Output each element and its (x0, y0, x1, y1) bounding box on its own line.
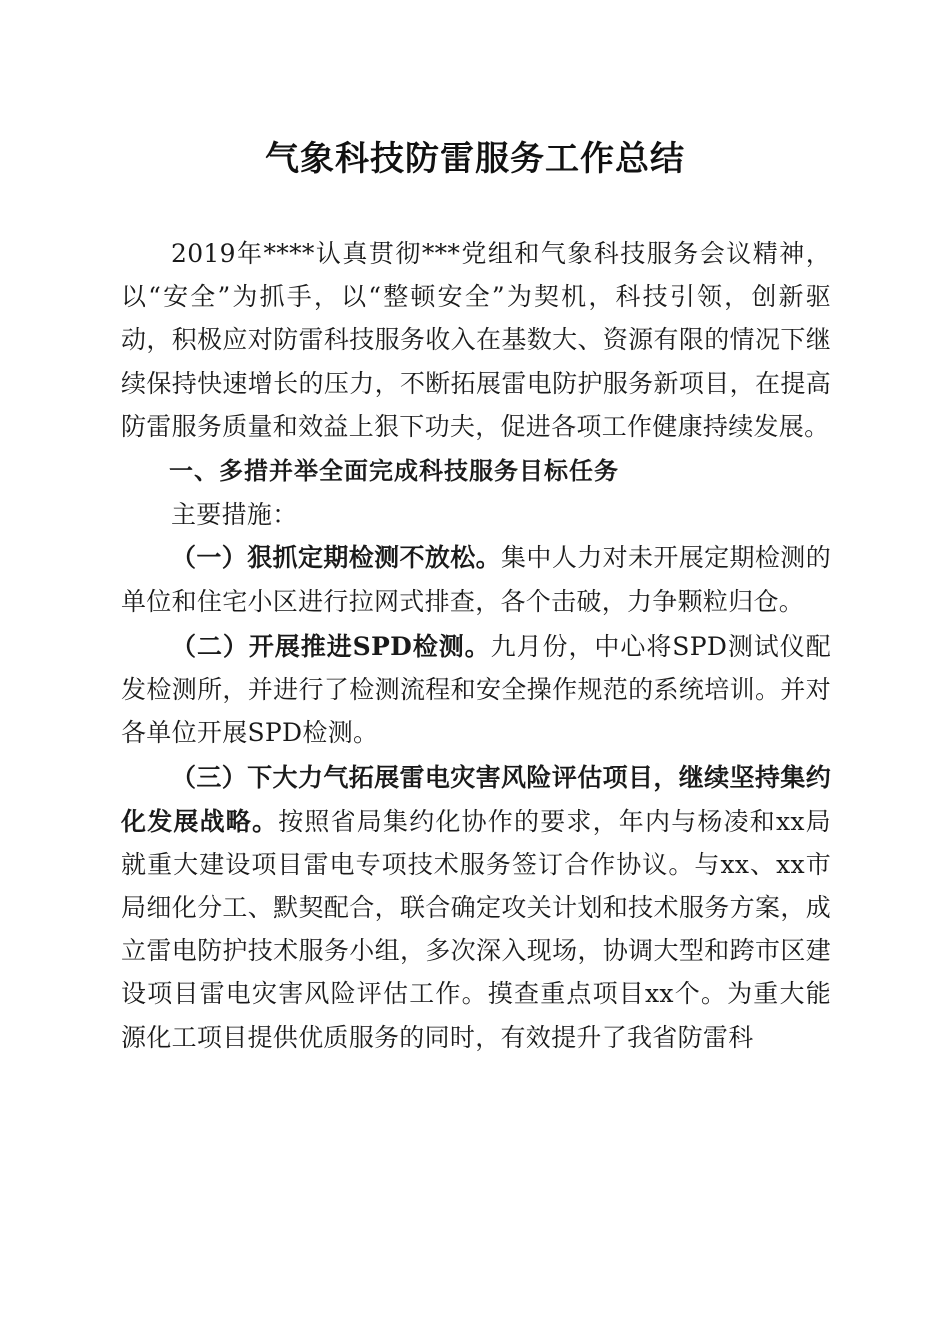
measure-item-2-body: 九月份，中心将SPD测试仪配发检测所，并进行了检测流程和安全操作规范的系统培训。并对各单位开展SPD检测。 (121, 631, 831, 748)
measure-item-3-head: （三）下大力气拓展雷电灾害风险评估项目，继续坚持集约化发展战略。 (121, 763, 831, 836)
section-heading: 一、多措并举全面完成科技服务目标任务 (169, 457, 619, 486)
measure-item-3-body: 按照省局集约化协作的要求，年内与杨凌和xx局就重大建设项目雷电专项技术服务签订合作协议。与xx、xx市局细化分工、默契配合，联合确定攻关计划和技术服务方案，成立雷电防护技术服务小组，多次深入现场，协调大型和跨市区建设项目雷电灾害风险评估工作。摸查重点项目xx个。为重大能源化工项目提供优质服务的同时，有效提升了我省防雷科 (121, 806, 831, 1052)
measure-item-2 (121, 625, 831, 755)
document-title: 气象科技防雷服务工作总结 (265, 139, 685, 179)
measure-item-1-head: （一）狠抓定期检测不放松。 (171, 543, 502, 573)
intro-paragraph: 2019年****认真贯彻***党组和气象科技服务会议精神，以“安全”为抓手，以“整顿安全”为契机，科技引领，创新驱动，积极应对防雷科技服务收入在基数大、资源有限的情况下继续保持快速增长的压力，不断拓展雷电防护服务新项目，在提高防雷服务质量和效益上狠下功夫，促进各项工作健康持续发展。 (121, 239, 831, 441)
measure-item-1-body: 集中人力对未开展定期检测的单位和住宅小区进行拉网式排查，各个击破，力争颗粒归仓。 (121, 543, 831, 616)
measure-item-3 (121, 756, 831, 1058)
document-body (121, 232, 831, 1059)
measure-item-1 (121, 536, 831, 622)
measure-item-2-head: （二）开展推进SPD检测。 (171, 631, 491, 661)
measures-label: 主要措施： (171, 500, 298, 530)
